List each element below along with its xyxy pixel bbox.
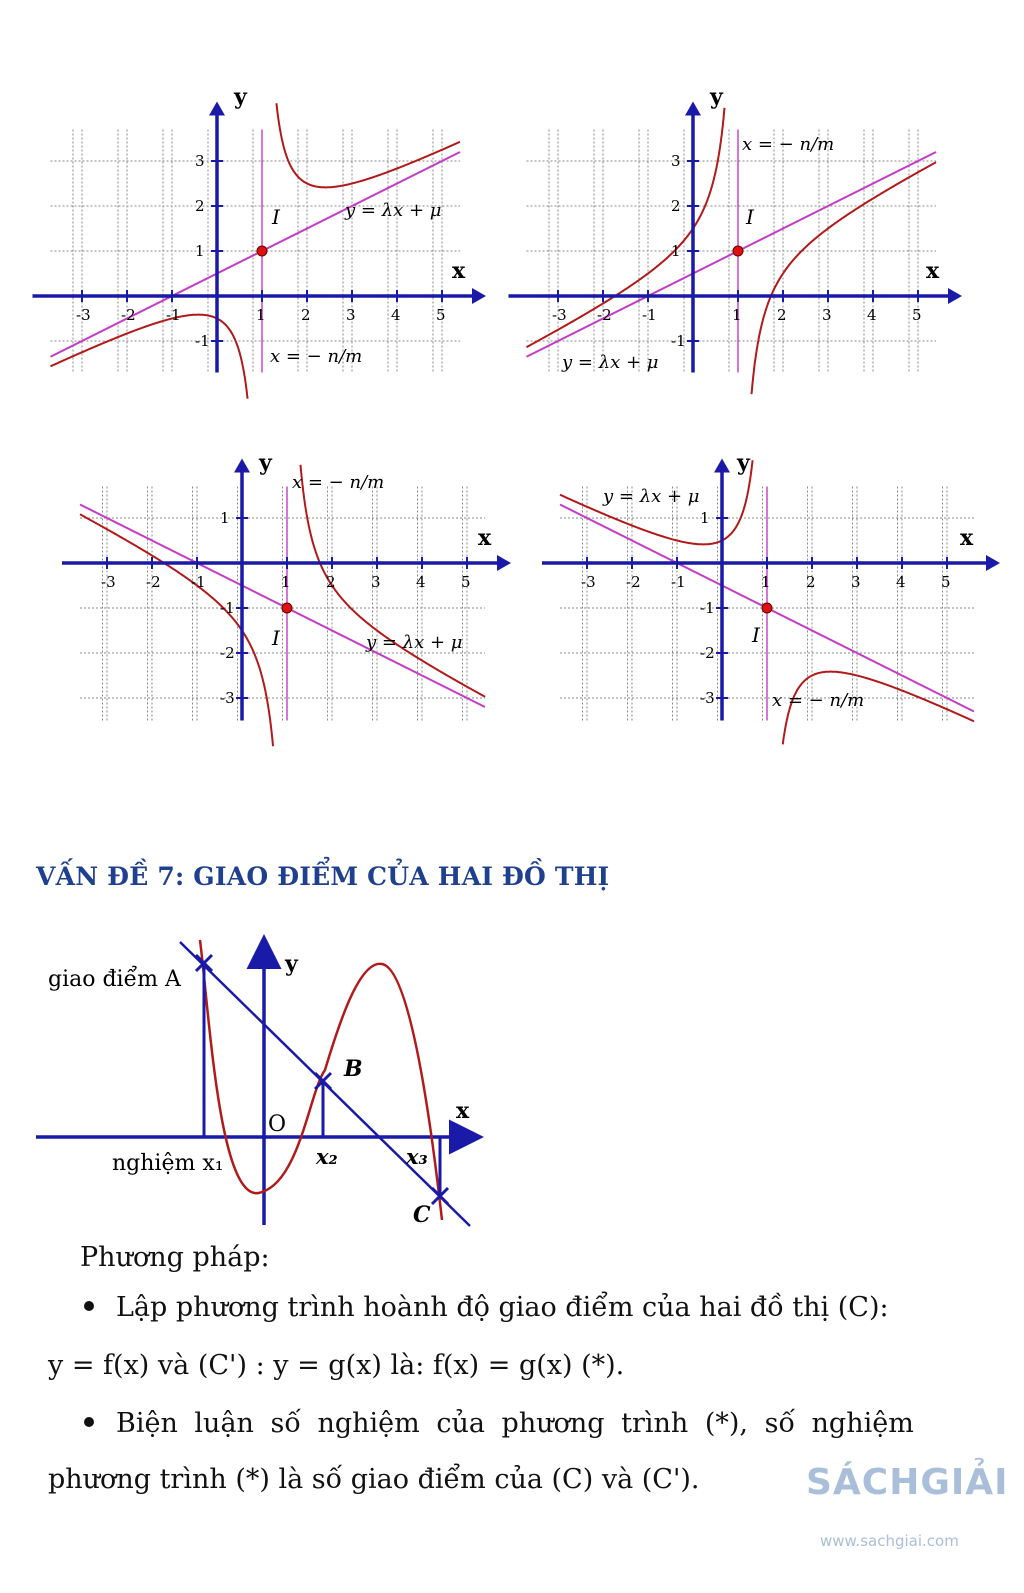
x-tick-label: -2: [626, 573, 641, 591]
label-y: y: [285, 951, 298, 977]
y-tick-label: 2: [195, 197, 205, 215]
x-tick-label: 3: [822, 306, 832, 324]
line-equation: y = λx + μ: [603, 486, 700, 507]
x-axis-label: x: [926, 258, 940, 284]
label-x1: nghiệm x₁: [112, 1151, 224, 1176]
bullet-1-line-1: [84, 1292, 889, 1323]
y-tick-label: 3: [671, 152, 681, 170]
x-tick-label: 1: [256, 306, 266, 324]
y-tick-label: 2: [671, 197, 681, 215]
x-tick-label: 2: [326, 573, 336, 591]
label-x: x: [456, 1098, 470, 1124]
y-tick-label: -1: [195, 332, 210, 350]
label-x3: x₃: [406, 1144, 428, 1169]
point-I-label: I: [272, 205, 280, 229]
line-equation: y = λx + μ: [366, 632, 463, 653]
x-tick-label: 2: [806, 573, 816, 591]
bullet-1-line-2: y = f(x) và (C') : y = g(x) là: f(x) = g(x) (*).: [48, 1350, 625, 1381]
y-axis-label: y: [259, 450, 272, 476]
y-tick-label: 3: [195, 152, 205, 170]
line-equation: y = λx + μ: [345, 200, 442, 221]
label-O: O: [268, 1112, 287, 1137]
x-axis-label: x: [452, 258, 466, 284]
x-tick-label: -2: [146, 573, 161, 591]
x-tick-label: -3: [581, 573, 596, 591]
y-tick-label: -1: [220, 599, 235, 617]
line-equation: y = λx + μ: [562, 352, 659, 373]
point-I: [762, 603, 772, 613]
x-tick-label: 2: [777, 306, 787, 324]
x-tick-label: -1: [191, 573, 206, 591]
label-C: C: [413, 1202, 431, 1228]
y-tick-label: -2: [700, 644, 715, 662]
x-tick-label: 2: [301, 306, 311, 324]
bullet-2-line-2: phương trình (*) là số giao điểm của (C) và (C').: [48, 1464, 700, 1495]
x-tick-label: 5: [461, 573, 471, 591]
x-tick-label: 5: [436, 306, 446, 324]
y-axis-arrow: [714, 459, 730, 473]
y-axis-label: y: [710, 84, 723, 110]
asymptote-equation: x = − n/m: [772, 690, 865, 711]
y-tick-label: -1: [700, 599, 715, 617]
y-tick-label: -2: [220, 644, 235, 662]
x-tick-label: -2: [597, 306, 612, 324]
x-tick-label: 1: [281, 573, 291, 591]
y-tick-label: 1: [700, 509, 710, 527]
x-tick-label: 1: [761, 573, 771, 591]
graph-4: [0, 0, 1000, 780]
x-tick-label: 1: [732, 306, 742, 324]
x-tick-label: 3: [371, 573, 381, 591]
intersection-figure: [0, 930, 520, 1240]
y-tick-label: -3: [700, 689, 715, 707]
x-tick-label: 4: [416, 573, 426, 591]
point-I-label: I: [746, 205, 754, 229]
x-tick-label: 3: [851, 573, 861, 591]
x-tick-label: 5: [912, 306, 922, 324]
x-axis-arrow: [986, 555, 1000, 571]
graph-4-svg: [0, 0, 1000, 780]
x-axis-label: x: [478, 525, 492, 551]
intersection-figure-svg: [0, 930, 520, 1240]
bullet-icon: [84, 1417, 94, 1427]
label-A: giao điểm A: [48, 967, 181, 992]
section-heading: VẤN ĐỀ 7: GIAO ĐIỂM CỦA HAI ĐỒ THỊ: [36, 862, 610, 891]
point-I-label: I: [272, 626, 280, 650]
y-axis-label: y: [737, 450, 750, 476]
x-tick-label: 4: [391, 306, 401, 324]
watermark: [806, 1462, 1016, 1562]
x-tick-label: -3: [101, 573, 116, 591]
method-title: Phương pháp:: [80, 1242, 270, 1273]
x-tick-label: -1: [642, 306, 657, 324]
y-tick-label: 1: [195, 242, 205, 260]
x-tick-label: 3: [346, 306, 356, 324]
asymptote-equation: x = − n/m: [292, 472, 385, 493]
x-tick-label: 5: [941, 573, 951, 591]
watermark-url: www.sachgiai.com: [820, 1532, 959, 1550]
y-axis-label: y: [234, 84, 247, 110]
y-tick-label: 1: [220, 509, 230, 527]
y-tick-label: -1: [671, 332, 686, 350]
bullet-2-text: Biện luận số nghiệm của phương trình (*), số nghiệm: [116, 1408, 914, 1439]
x-tick-label: 4: [896, 573, 906, 591]
asymptote-equation: x = − n/m: [742, 134, 835, 155]
x-tick-label: -1: [166, 306, 181, 324]
bullet-2-line-1: [84, 1408, 914, 1439]
asymptote-equation: x = − n/m: [270, 346, 363, 367]
x-axis-label: x: [960, 525, 974, 551]
x-tick-label: -1: [671, 573, 686, 591]
label-B: B: [344, 1056, 363, 1082]
x-tick-label: -3: [76, 306, 91, 324]
y-tick-label: 1: [671, 242, 681, 260]
point-I-label: I: [752, 623, 760, 647]
x-tick-label: -3: [552, 306, 567, 324]
label-x2: x₂: [316, 1144, 338, 1169]
y-tick-label: -3: [220, 689, 235, 707]
x-tick-label: -2: [121, 306, 136, 324]
watermark-brand: SÁCHGIẢI: [806, 1462, 1009, 1503]
bullet-icon: [84, 1301, 94, 1311]
bullet-1-text: Lập phương trình hoành độ giao điểm của hai đồ thị (C):: [116, 1292, 889, 1323]
x-tick-label: 4: [867, 306, 877, 324]
